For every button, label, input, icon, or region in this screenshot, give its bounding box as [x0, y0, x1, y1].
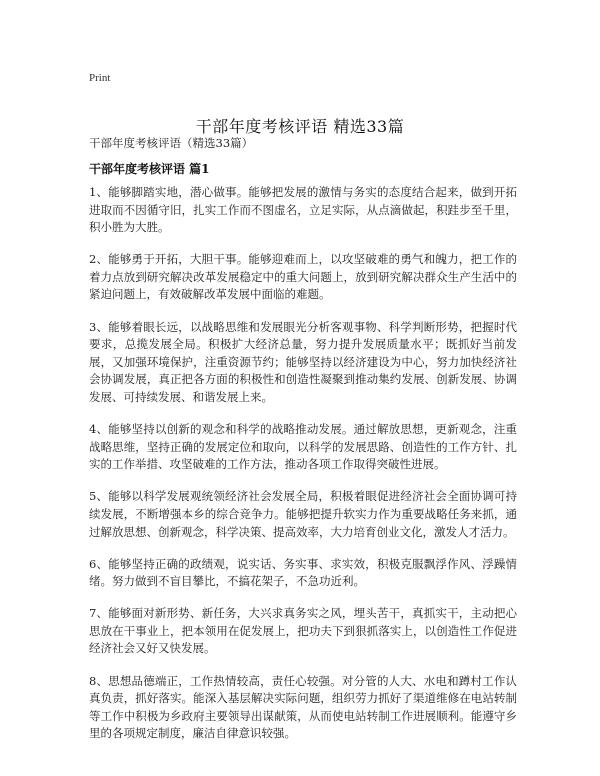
page-title: 干部年度考核评语 精选33篇: [195, 116, 405, 136]
paragraph-8: 8、思想品德端正，工作热情较高，责任心较强。对分管的人大、水电和蹲村工作认真负责，抓好落实。能深入基层解决实际问题，组织劳力抓好了渠道维修在电站转制等工作中积极为乡政府主要领导出谋献策，从而使电站转制工作进展顺利。能遵守乡里的各项规定制度，廉洁自律意识较强。: [89, 673, 517, 741]
paragraph-7: 7、能够面对新形势、新任务，大兴求真务实之风，埋头苦干，真抓实干，主动把心思放在干事业上，把本领用在促发展上，把功夫下到狠抓落实上，以创造性工作促进经济社会又好又快发展。: [89, 606, 517, 656]
article-body: [89, 184, 517, 757]
paragraph-5: 5、能够以科学发展观统领经济社会发展全局，积极着眼促进经济社会全面协调可持续发展，不断增强本乡的综合竞争力。能够把提升软实力作为重要战略任务来抓，通过解放思想、创新观念，科学决策、提高效率，大力培育创业文化，激发人才活力。: [89, 489, 517, 539]
print-label[interactable]: Print: [89, 72, 111, 84]
paragraph-6: 6、能够坚持正确的政绩观，说实话、务实事、求实效，积极克服飘浮作风、浮躁情绪。努力做到不盲目攀比，不搞花架子，不急功近利。: [89, 556, 517, 589]
paragraph-3: 3、能够着眼长远，以战略思维和发展眼光分析客观事物、科学判断形势，把握时代要求，总揽发展全局。积极扩大经济总量，努力提升发展质量水平；既抓好当前发展，又加强环境保护，注重资源节约；能够坚持以经济建设为中心，努力加快经济社会协调发展，真正把各方面的积极性和创造性凝聚到推动集约发展、创新发展、协调发展、可持续发展、和谐发展上来。: [89, 319, 517, 404]
paragraph-1: 1、能够脚踏实地，潜心做事。能够把发展的激情与务实的态度结合起来，做到开拓进取而不因循守旧，扎实工作而不图虚名，立足实际，从点滴做起，积跬步至千里，积小胜为大胜。: [89, 185, 517, 235]
section-heading: 干部年度考核评语 篇1: [89, 162, 210, 176]
paragraph-4: 4、能够坚持以创新的观念和科学的战略推动发展。通过解放思想，更新观念，注重战略思维，坚持正确的发展定位和取向，以科学的发展思路、创造性的工作方针、扎实的工作举措、攻坚破难的工作方法，推动各项工作取得突破性进展。: [89, 422, 517, 472]
document-subtitle: 干部年度考核评语（精选33篇）: [89, 136, 254, 150]
paragraph-2: 2、能够勇于开拓，大胆干事。能够迎难而上，以攻坚破难的勇气和魄力，把工作的着力点放到研究解决改革发展稳定中的重大问题上，放到研究解决群众生产生活中的紧迫问题上，有效破解改革发展中面临的难题。: [89, 252, 517, 302]
